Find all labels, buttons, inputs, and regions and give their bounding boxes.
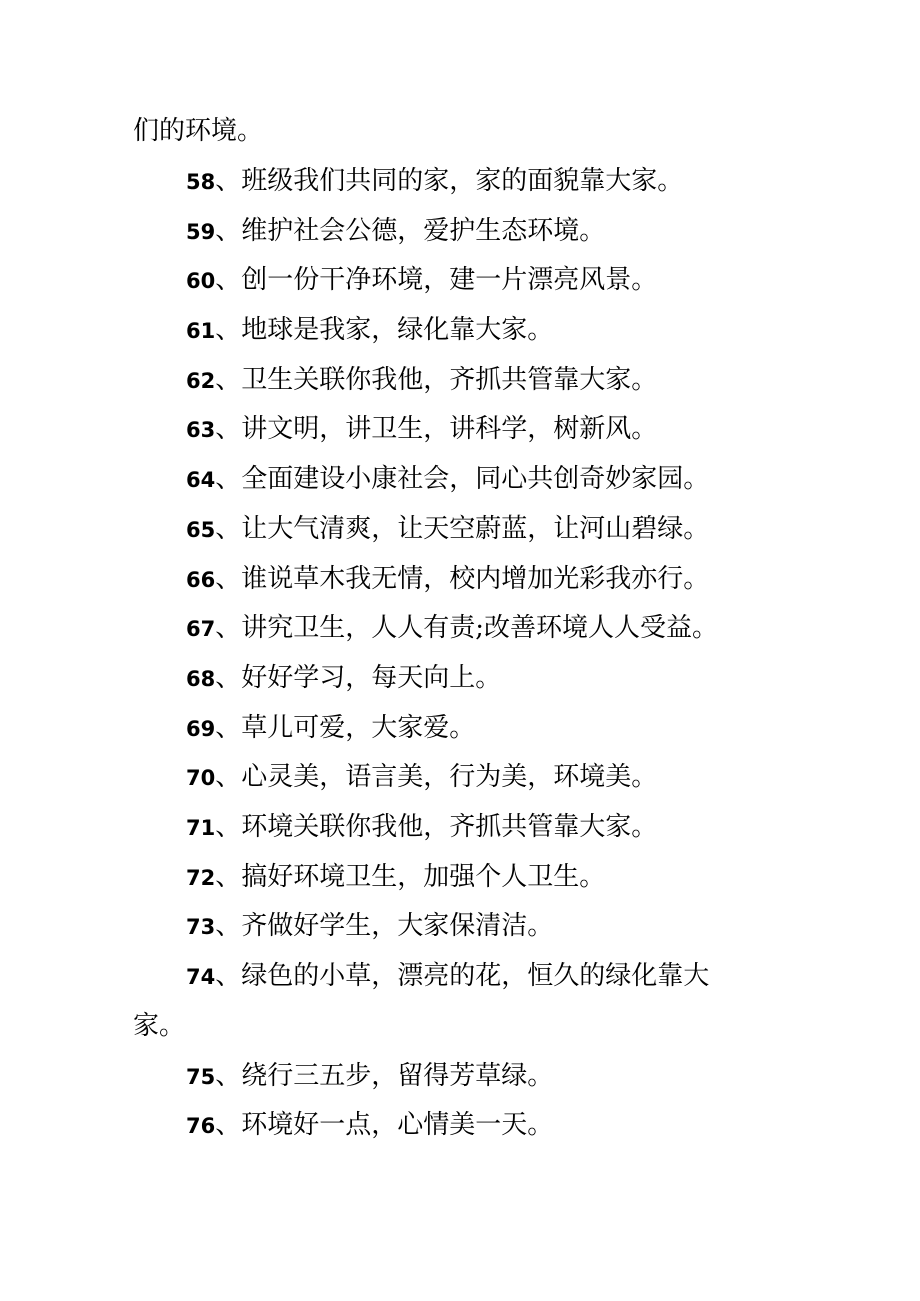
item-text: 绕行三五步，留得芳草绿。 xyxy=(241,1061,554,1091)
item-separator: 、 xyxy=(215,812,242,842)
list-item xyxy=(186,663,826,694)
item-text: 环境好一点，心情美一天。 xyxy=(241,1110,554,1140)
list-item xyxy=(186,464,826,495)
item-number: 72 xyxy=(186,866,216,890)
item-separator: 、 xyxy=(215,961,242,991)
item-number: 65 xyxy=(186,518,216,542)
item-number: 64 xyxy=(186,468,216,492)
item-separator: 、 xyxy=(215,713,242,743)
item-number: 70 xyxy=(186,766,216,790)
item-number: 63 xyxy=(186,418,216,442)
item-separator: 、 xyxy=(215,365,242,395)
item-separator: 、 xyxy=(215,514,242,544)
item-text: 谁说草木我无情，校内增加光彩我亦行。 xyxy=(241,564,710,594)
list-item xyxy=(186,564,826,595)
list-item xyxy=(186,365,826,396)
item-number: 74 xyxy=(186,965,216,989)
item-number: 59 xyxy=(186,220,216,244)
item-text: 环境关联你我他，齐抓共管靠大家。 xyxy=(241,812,658,842)
item-number: 71 xyxy=(186,816,216,840)
item-text: 草儿可爱，大家爱。 xyxy=(241,713,476,743)
item-separator: 、 xyxy=(215,762,242,792)
item-number: 61 xyxy=(186,319,216,343)
item-text: 讲文明，讲卫生，讲科学，树新风。 xyxy=(241,414,658,444)
list-item xyxy=(186,166,826,197)
list-item xyxy=(186,961,826,992)
continuation-line xyxy=(133,116,773,146)
item-text: 让大气清爽，让天空蔚蓝，让河山碧绿。 xyxy=(241,514,710,544)
item-text: 心灵美，语言美，行为美，环境美。 xyxy=(241,762,658,792)
item-separator: 、 xyxy=(215,911,242,941)
item-text: 好好学习，每天向上。 xyxy=(241,663,502,693)
item-text: 班级我们共同的家，家的面貌靠大家。 xyxy=(241,166,684,196)
item-text: 全面建设小康社会，同心共创奇妙家园。 xyxy=(241,464,710,494)
item-number: 69 xyxy=(186,717,216,741)
item-separator: 、 xyxy=(215,166,242,196)
item-text: 搞好环境卫生，加强个人卫生。 xyxy=(241,862,606,892)
item-number: 60 xyxy=(186,269,216,293)
item-number: 62 xyxy=(186,369,216,393)
list-item xyxy=(186,713,826,744)
list-item xyxy=(186,265,826,296)
list-item xyxy=(186,911,826,942)
list-item xyxy=(186,762,826,793)
item-separator: 、 xyxy=(215,315,242,345)
item-number: 76 xyxy=(186,1114,216,1138)
item-separator: 、 xyxy=(215,1110,242,1140)
item-number: 68 xyxy=(186,667,216,691)
item-separator: 、 xyxy=(215,613,242,643)
list-item xyxy=(186,613,826,644)
item-text: 讲究卫生，人人有责;改善环境人人受益。 xyxy=(241,613,719,643)
list-item xyxy=(186,514,826,545)
item-number: 73 xyxy=(186,915,216,939)
list-item xyxy=(186,1061,826,1092)
item-separator: 、 xyxy=(215,414,242,444)
list-item-wrap-line xyxy=(133,1011,773,1041)
list-item xyxy=(186,812,826,843)
item-separator: 、 xyxy=(215,663,242,693)
item-number: 67 xyxy=(186,617,216,641)
item-separator: 、 xyxy=(215,862,242,892)
item-separator: 、 xyxy=(215,1061,242,1091)
item-number: 58 xyxy=(186,170,216,194)
item-text: 绿色的小草，漂亮的花，恒久的绿化靠大 xyxy=(241,961,710,991)
continuation-text: 们的环境。 xyxy=(133,116,264,146)
item-number: 75 xyxy=(186,1065,216,1089)
list-item xyxy=(186,862,826,893)
list-item xyxy=(186,1110,826,1141)
item-text: 创一份干净环境，建一片漂亮风景。 xyxy=(241,265,658,295)
item-separator: 、 xyxy=(215,265,242,295)
item-separator: 、 xyxy=(215,564,242,594)
item-number: 66 xyxy=(186,568,216,592)
item-separator: 、 xyxy=(215,464,242,494)
item-separator: 、 xyxy=(215,216,242,246)
item-text: 维护社会公德，爱护生态环境。 xyxy=(241,216,606,246)
list-item xyxy=(186,216,826,247)
list-item xyxy=(186,315,826,346)
list-item xyxy=(186,414,826,445)
item-text: 卫生关联你我他，齐抓共管靠大家。 xyxy=(241,365,658,395)
item-text: 齐做好学生，大家保清洁。 xyxy=(241,911,554,941)
item-text: 地球是我家，绿化靠大家。 xyxy=(241,315,554,345)
item-text-continuation: 家。 xyxy=(133,1011,186,1041)
